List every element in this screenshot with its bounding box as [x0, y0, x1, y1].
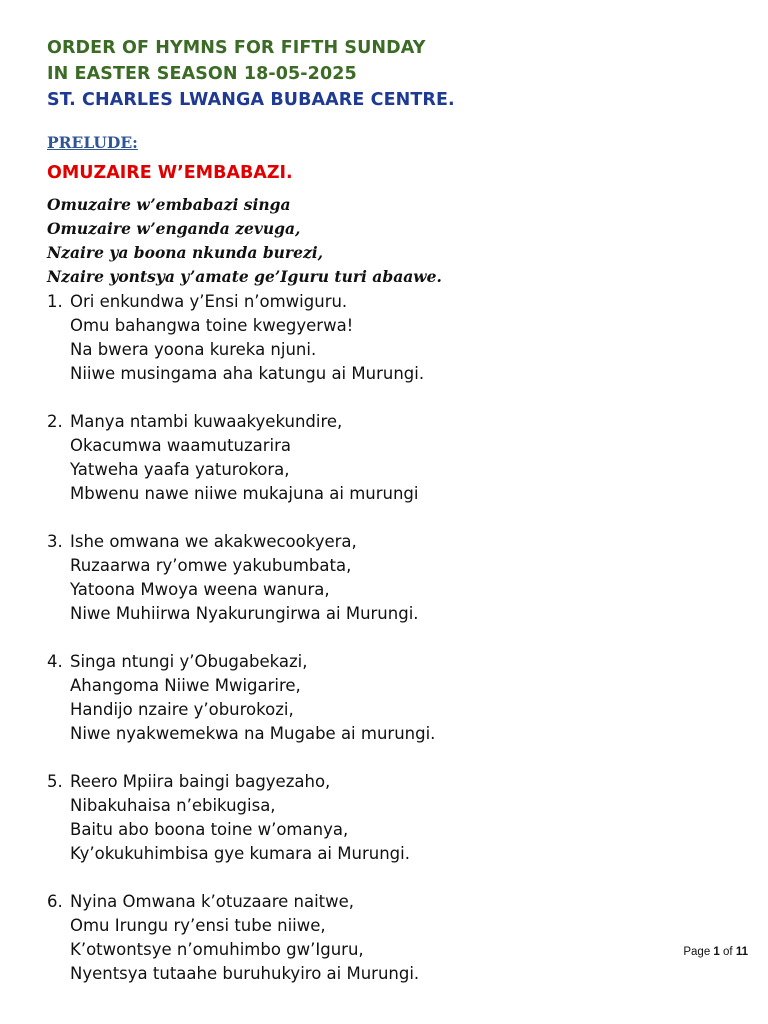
verse-line: Niwe Muhiirwa Nyakurungirwa ai Murungi.	[70, 604, 419, 623]
verse-line: Omu bahangwa toine kwegyerwa!	[70, 316, 354, 335]
verse-lines	[70, 410, 418, 506]
verse-lines	[70, 770, 410, 866]
hymn-title: OMUZAIRE W’EMBABAZI.	[47, 163, 293, 183]
verse-line: Yatweha yaafa yaturokora,	[70, 460, 290, 479]
verse-3	[47, 530, 747, 626]
verse-number: 1.	[47, 292, 63, 311]
verse-line: Handijo nzaire y’oburokozi,	[70, 700, 294, 719]
refrain-line: Nzaire yontsya y’amate ge’Iguru turi abaawe.	[47, 267, 442, 286]
verse-number: 6.	[47, 892, 63, 911]
verse-line: Singa ntungi y’Obugabekazi,	[70, 652, 308, 671]
verse-line: K’otwontsye n’omuhimbo gw’Iguru,	[70, 940, 364, 959]
of-word: of	[723, 946, 733, 958]
verse-line: Ori enkundwa y’Ensi n’omwiguru.	[70, 292, 348, 311]
verse-line: Ky’okukuhimbisa gye kumara ai Murungi.	[70, 844, 410, 863]
refrain-line: Omuzaire w’enganda zevuga,	[47, 219, 301, 238]
page-word: Page	[683, 946, 711, 958]
verse-line: Nibakuhaisa n’ebikugisa,	[70, 796, 276, 815]
verse-number: 3.	[47, 532, 63, 551]
page-number: 1	[713, 946, 720, 958]
verse-number: 4.	[47, 652, 63, 671]
verse-lines	[70, 530, 419, 626]
verse-2	[47, 410, 747, 506]
verse-1	[47, 290, 747, 386]
refrain-line: Nzaire ya boona nkunda burezi,	[47, 243, 324, 262]
verse-line: Manya ntambi kuwaakyekundire,	[70, 412, 343, 431]
verse-line: Nyentsya tutaahe buruhukyiro ai Murungi.	[70, 964, 420, 983]
verse-line: Reero Mpiira baingi bagyezaho,	[70, 772, 331, 791]
verse-line: Baitu abo boona toine w’omanya,	[70, 820, 349, 839]
header-line-3: ST. CHARLES LWANGA BUBAARE CENTRE.	[47, 90, 455, 110]
verse-line: Ruzaarwa ry’omwe yakubumbata,	[70, 556, 352, 575]
verse-line: Na bwera yoona kureka njuni.	[70, 340, 317, 359]
verse-lines	[70, 650, 435, 746]
page-total: 11	[735, 946, 748, 958]
section-label-prelude: PRELUDE:	[47, 133, 138, 152]
verse-list	[47, 290, 747, 1010]
verse-4	[47, 650, 747, 746]
page-footer	[683, 946, 748, 958]
verse-line: Ishe omwana we akakwecookyera,	[70, 532, 357, 551]
verse-5	[47, 770, 747, 866]
verse-lines	[70, 290, 424, 386]
header-line-1: ORDER OF HYMNS FOR FIFTH SUNDAY	[47, 38, 426, 58]
verse-line: Yatoona Mwoya weena wanura,	[70, 580, 330, 599]
verse-number: 5.	[47, 772, 63, 791]
verse-lines	[70, 890, 419, 986]
verse-line: Mbwenu nawe niiwe mukajuna ai murungi	[70, 484, 419, 503]
verse-line: Okacumwa waamutuzarira	[70, 436, 292, 455]
verse-number: 2.	[47, 412, 63, 431]
verse-line: Omu Irungu ry’ensi tube niiwe,	[70, 916, 326, 935]
verse-6	[47, 890, 747, 986]
refrain	[47, 193, 442, 289]
verse-line: Niwe nyakwemekwa na Mugabe ai murungi.	[70, 724, 436, 743]
verse-line: Niiwe musingama aha katungu ai Murungi.	[70, 364, 425, 383]
refrain-line: Omuzaire w’embabazi singa	[47, 195, 291, 214]
verse-line: Nyina Omwana k’otuzaare naitwe,	[70, 892, 355, 911]
header-line-2: IN EASTER SEASON 18-05-2025	[47, 64, 357, 84]
verse-line: Ahangoma Niiwe Mwigarire,	[70, 676, 301, 695]
